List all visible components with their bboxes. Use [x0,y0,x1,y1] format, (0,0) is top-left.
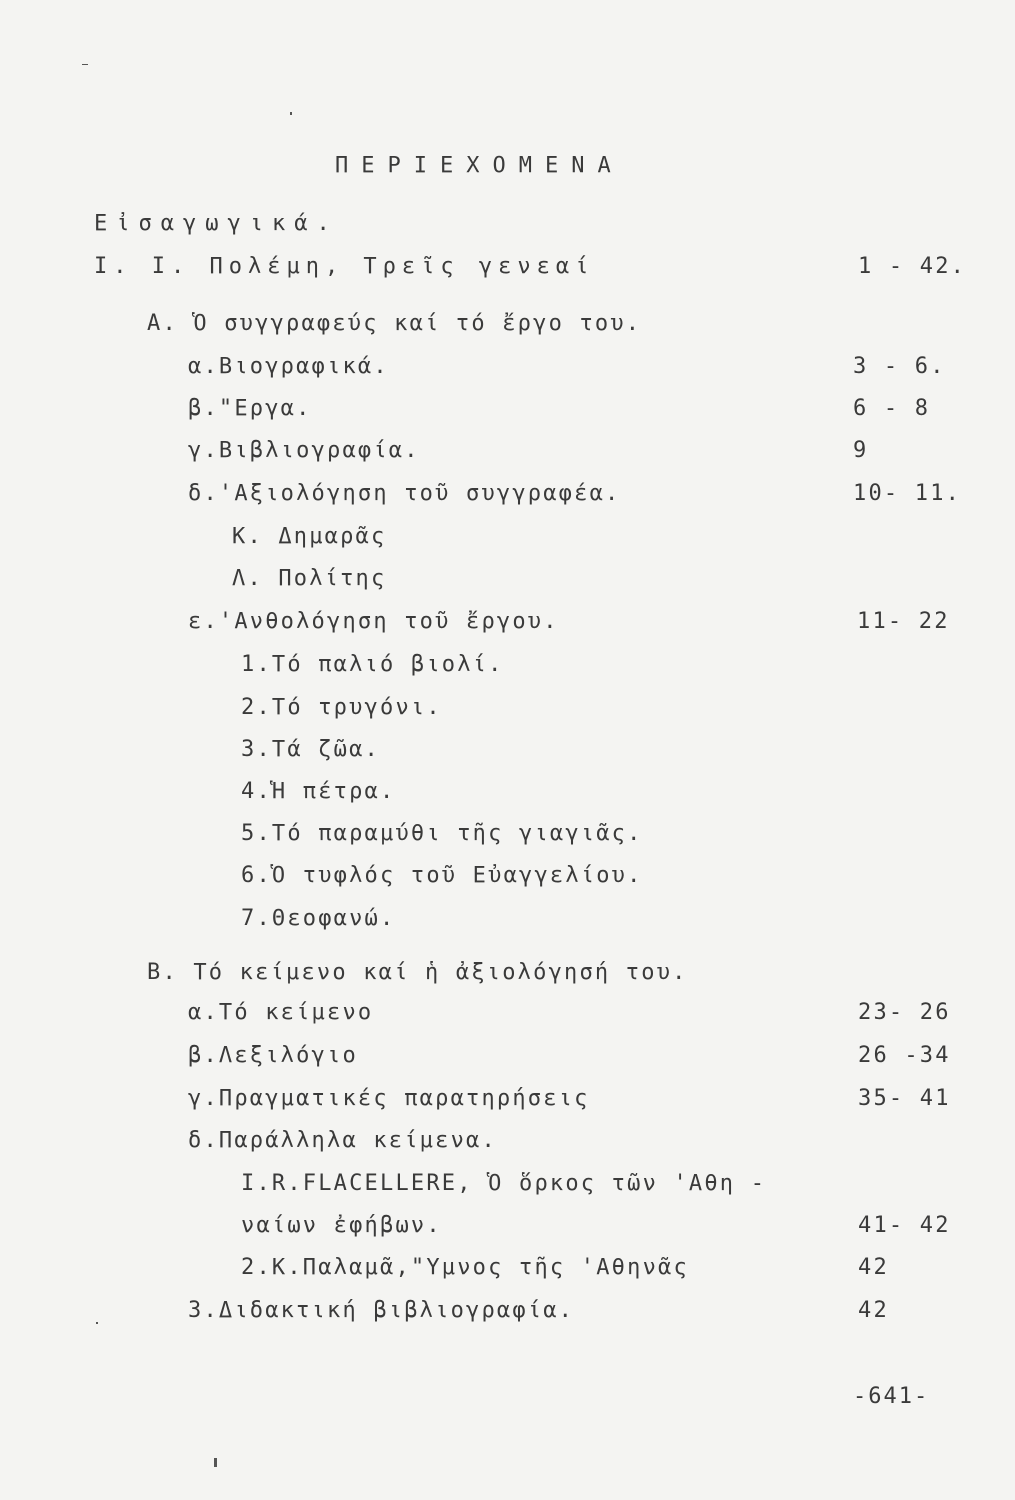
page-title: ΠΕΡΙΕΧΟΜΕΝΑ [335,153,624,178]
a-item-evaluation: δ.'Αξιολόγηση τοῦ συγγραφέα. [188,481,621,506]
critic-politis: Λ. Πολίτης [232,566,387,591]
parallel-text-2: 2.Κ.Παλαμᾶ,"Υμνος τῆς 'Αθηνᾶς [241,1255,689,1280]
section-a-title: A. Ὁ συγγραφεύς καί τό ἔργο του. [147,311,642,336]
b-item-remarks-pages: 35- 41 [858,1086,951,1111]
b-item-text-pages: 23- 26 [858,1000,951,1025]
didactic-bibliography: 3.Διδακτική βιβλιογραφία. [188,1298,575,1323]
b-item-parallel: δ.Παράλληλα κείμενα. [188,1128,497,1153]
parallel-text-2-pages: 42 [858,1255,889,1280]
anthology-item: 6.Ὁ τυφλός τοῦ Εὐαγγελίου. [241,863,643,888]
a-item-works-pages: 6 - 8 [853,396,931,421]
b-item-remarks: γ.Πραγματικές παρατηρήσεις [188,1086,590,1111]
anthology-item: 1.Τό παλιό βιολί. [241,652,504,677]
section-intro: Εἰσαγωγικά. [94,211,339,236]
a-item-evaluation-pages: 10- 11. [853,481,962,506]
critic-dimaras: Κ. Δημαρᾶς [232,524,387,549]
page-number: -641- [853,1384,930,1409]
section-b-title: B. Τό κείμενο καί ἡ ἀξιολόγησή του. [147,960,688,985]
a-item-bio-pages: 3 - 6. [853,354,946,379]
b-item-text: α.Τό κείμενο [188,1000,374,1025]
anthology-item: 4.Ἡ πέτρα. [241,779,396,804]
anthology-item: 3.Τά ζῶα. [241,737,381,762]
part-one-title: I. I. Πολέμη, Τρεῖς γενεαί [94,254,595,279]
anthology-item: 7.Θεοφανώ. [241,906,396,931]
a-item-bio: α.Βιογραφικά. [188,354,389,379]
parallel-text-1: I.R.FLACELLERE, Ὁ ὅρκος τῶν 'Αθη - [241,1171,767,1196]
a-item-bibliography: γ.Βιβλιογραφία. [188,438,420,463]
b-item-glossary: β.Λεξιλόγιο [188,1043,358,1068]
part-one-pages: 1 - 42. [858,254,967,279]
a-item-anthology: ε.'Ανθολόγηση τοῦ ἔργου. [188,609,559,634]
a-item-works: β."Εργα. [188,396,312,421]
anthology-item: 2.Τό τρυγόνι. [241,695,442,720]
a-item-anthology-pages: 11- 22 [857,609,950,634]
parallel-text-1-cont: ναίων ἐφήβων. [241,1213,442,1238]
b-item-glossary-pages: 26 -34 [858,1043,951,1068]
parallel-text-1-pages: 41- 42 [858,1213,951,1238]
anthology-item: 5.Τό παραμύθι τῆς γιαγιᾶς. [241,821,643,846]
a-item-bibliography-pages: 9 [853,438,869,463]
didactic-bibliography-pages: 42 [858,1298,889,1323]
